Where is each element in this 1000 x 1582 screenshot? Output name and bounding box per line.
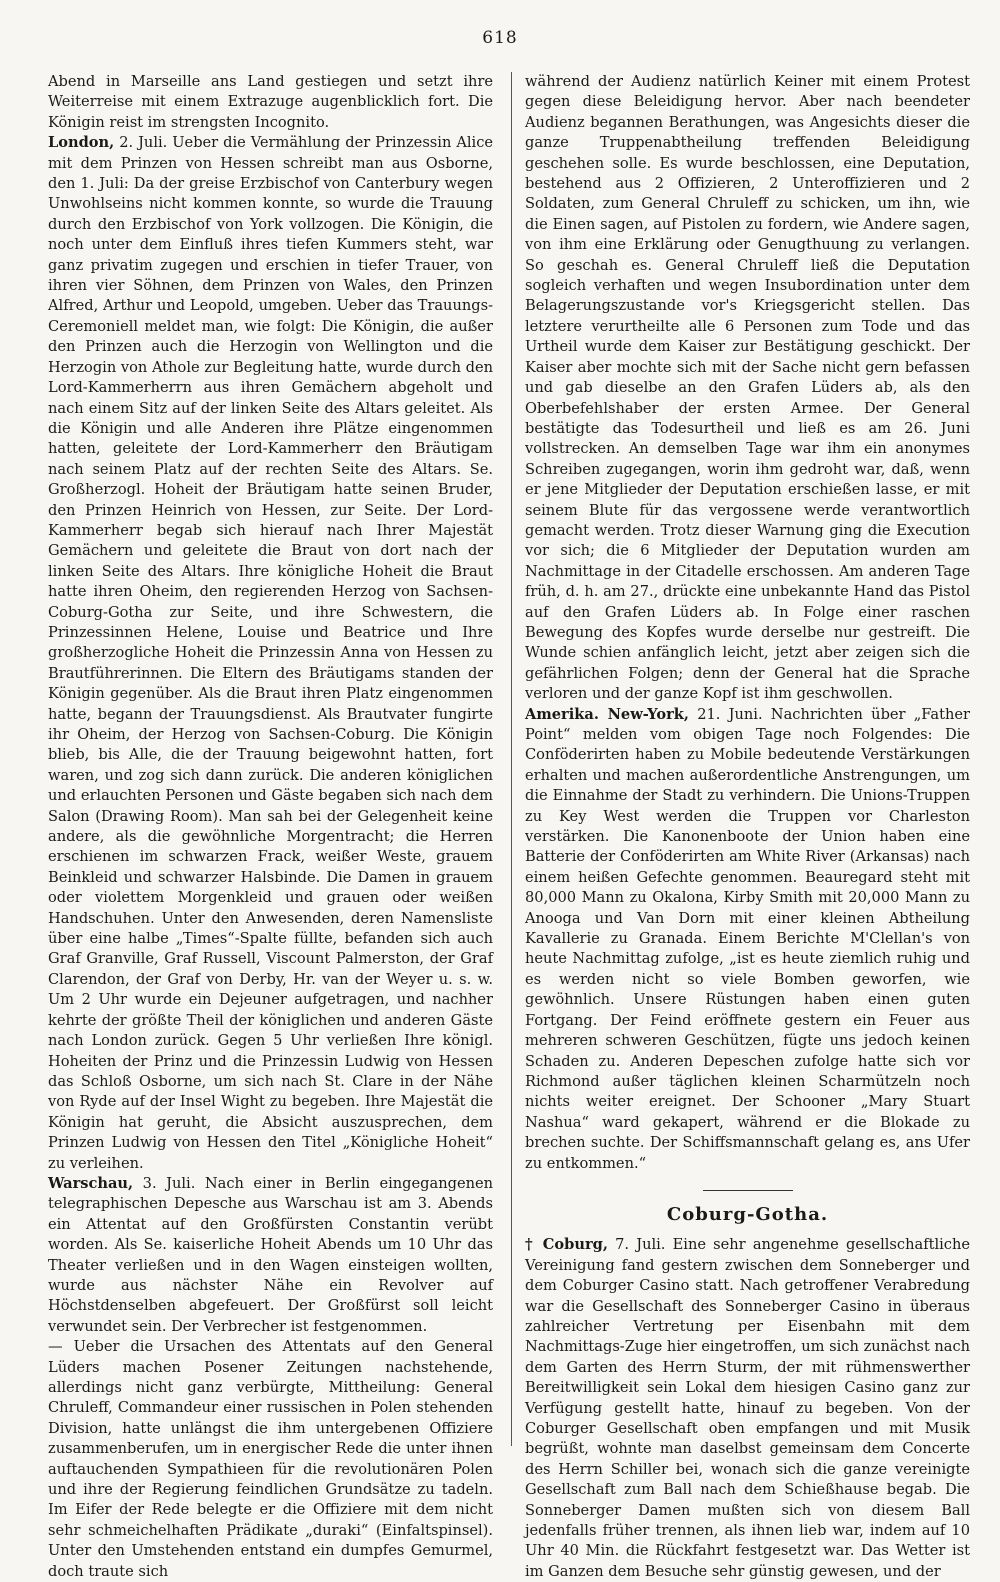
columns (48, 72, 971, 1580)
article-text: — Ueber die Ursachen des Attentats auf den General Lüders machen Posener Zeitungen nachstehende, allerdings nicht ganz verbürgte, Mittheilung: General Chruleff, Commandeur einer russischen in Polen stehenden Division, hatte unlängst die ihm untergebenen Offiziere zusammenberufen, um in energischer Rede die unter ihnen auftauchenden Sympathieen für die revolutionären Polen und ihre der Regierung feindlichen Grundsätze zu tadeln. Im Eifer der Rede belegte er die Offiziere mit dem nicht sehr schmeichelhaften Prädikate „duraki“ (Einfaltspinsel). Unter den Umstehenden entstand ein dumpfes Gemurmel, doch traute sich (48, 1338, 494, 1580)
article-paragraph (48, 1337, 493, 1582)
article-text: 2. Juli. Ueber die Vermählung der Prinzessin Alice mit dem Prinzen von Hessen schreibt man aus Osborne, den 1. Juli: Da der greise Erzbischof von Canterbury wegen Unwohlseins nicht kommen konnte, so wurde die Trauung durch den Erzbischof von York vollzogen. Die Königin, die noch unter dem Einfluß ihres tiefen Kummers steht, war ganz privatim zugegen und erschien in tiefer Trauer, von ihren vier Söhnen, dem Prinzen von Wales, den Prinzen Alfred, Arthur und Leopold, umgeben. Ueber das Trauungs-Ceremoniell meldet man, wie folgt: Die Königin, die außer den Prinzen auch die Herzogin von Wellington und die Herzogin von Athole zur Begleitung hatte, wurde durch den Lord-Kammerherrn aus ihren Gemächern abgeholt und nach einem Sitz auf der linken Seite des Altars geleitet. Als die Königin und alle Anderen ihre Plätze eingenommen hatten, geleitete der Lord-Kammerherr den Bräutigam nach seinem Platz auf der rechten Seite des Altars. Se. Großherzogl. Hoheit der Bräutigam hatte seinen Bruder, den Prinzen Heinrich von Hessen, zur Seite. Der Lord-Kammerherr begab sich hierauf nach Ihrer Majestät Gemächern und geleitete die Braut von dort nach der linken Seite des Altars. Ihre königliche Hoheit die Braut hatte ihren Oheim, den regierenden Herzog von Sachsen-Coburg-Gotha zur Seite, und ihre Schwestern, die Prinzessinnen Helene, Louise und Beatrice und Ihre großherzogliche Hoheit die Prinzessin Anna von Hessen zu Brautführerinnen. Die Eltern des Bräutigams standen der Königin gegenüber. Als die Braut ihren Platz eingenommen hatte, begann der Trauungsdienst. Als Brautvater fungirte ihr Oheim, der Herzog von Sachsen-Coburg. Die Königin blieb, bis Alle, die der Trauung beigewohnt hatten, fort waren, und zog sich dann zurück. Die anderen königlichen und erlauchten Personen und Gäste begaben sich nach dem Salon (Drawing Room). Man sah bei der Gelegenheit keine andere, als die gewöhnliche Morgentracht; die Herren erschienen im schwarzen Frack, weißer Weste, grauem Beinkleid und schwarzer Halsbinde. Die Damen in grauem oder violettem Morgenkleid und grauen oder weißen Handschuhen. Unter den Anwesenden, deren Namensliste über eine halbe „Times“-Spalte füllte, befanden sich auch Graf Granville, Graf Russell, Viscount Palmerston, der Graf Clarendon, der Graf von Derby, Hr. van der Weyer u. s. w. Um 2 Uhr wurde ein Dejeuner aufgetragen, und nachher kehrte der größte Theil der königlichen und anderen Gäste nach London zurück. Gegen 5 Uhr verließen Ihre königl. Hoheiten der Prinz und die Prinzessin Ludwig von Hessen das Schloß Osborne, um sich nach St. Clare in der Nähe von Ryde auf der Insel Wight zu begeben. Ihre Majestät die Königin hat geruht, die Absicht auszusprechen, dem Prinzen Ludwig von Hessen den Titel „Königliche Hoheit“ zu verleihen. (48, 134, 494, 1172)
article-dateline: Amerika. New-York, (525, 705, 689, 723)
article-text: 21. Juni. Nachrichten über „Father Point“ melden vom obigen Tage noch Folgendes: Die Conföderirten haben zu Mobile bedeutende Verstärkungen erhalten und machen außerordentliche Anstrengungen, um die Einnahme der Stadt zu verhindern. Die Unions-Truppen zu Key West werden die Truppen vor Charleston verstärken. Die Kanonenboote der Union haben eine Batterie der Conföderirten am White River (Arkansas) nach einem heißen Gefechte genommen. Beauregard steht mit 80,000 Mann zu Okalona, Kirby Smith mit 20,000 Mann zu Anooga und Van Dorn mit einer kleinen Abtheilung Kavallerie zu Granada. Einem Berichte M'Clellan's von heute Nachmittag zufolge, „ist es heute ziemlich ruhig und es werden nicht so viele Bomben geworfen, wie gewöhnlich. Unsere Rüstungen haben einen guten Fortgang. Der Feind eröffnete gestern ein Feuer aus mehreren schweren Geschützen, fügte uns jedoch keinen Schaden zu. Anderen Depeschen zufolge hatte sich vor Richmond außer täglichen kleinen Scharmützeln noch nichts weiter ereignet. Der Schooner „Mary Stuart Nashua“ ward gekapert, während er die Blokade zu brechen suchte. Der Schiffsmannschaft gelang es, ans Ufer zu entkommen.“ (525, 705, 971, 1172)
page-number: 618 (482, 28, 518, 48)
column-divider (511, 72, 512, 1446)
article-dateline: † Coburg, (525, 1236, 608, 1254)
article-dateline: London, (48, 134, 115, 152)
article-paragraph (48, 133, 493, 1174)
left-column (48, 72, 507, 1580)
article-text: Abend in Marseille ans Land gestiegen und setzt ihre Weiterreise mit einem Extrazuge augenblicklich fort. Die Königin reist im strengsten Incognito. (48, 73, 494, 131)
article-paragraph (48, 72, 493, 133)
section-title: Coburg-Gotha. (666, 1203, 829, 1225)
article-paragraph (525, 72, 970, 705)
article-text: 7. Juli. Eine sehr angenehme gesellschaftliche Vereinigung fand gestern zwischen dem Sonneberger und dem Coburger Casino statt. Nach getroffener Verabredung war die Gesellschaft des Sonneberger Casino in überaus zahlreicher Vertretung per Eisenbahn mit dem Nachmittags-Zuge hier eingetroffen, um sich zunächst nach dem Garten des Herrn Sturm, der mit rühmenswerther Bereitwilligkeit sein Lokal dem hiesigen Casino ganz zur Verfügung gestellt hatte, hinauf zu begeben. Von der Coburger Gesellschaft oben empfangen und mit Musik begrüßt, wohnte man daselbst gemeinsam dem Concerte des Herrn Schiller bei, wonach sich die ganze vereinigte Gesellschaft zum Ball nach dem Schießhause begab. Die Sonneberger Damen mußten sich von diesem Ball jedenfalls früher trennen, als ihnen lieb war, indem auf 10 Uhr 40 Min. die Rückfahrt festgesetzt war. Das Wetter ist im Ganzen dem Besuche sehr günstig gewesen, und der (525, 1236, 971, 1580)
right-column (521, 72, 971, 1580)
article-paragraph (525, 1235, 970, 1582)
article-text: während der Audienz natürlich Keiner mit einem Protest gegen diese Beleidigung hervor. Aber nach beendeter Audienz begannen Berathungen, was Angesichts dieser die ganze Truppenabtheilung treffenden Beleidigung geschehen solle. Es wurde beschlossen, eine Deputation, bestehend aus 2 Offizieren, 2 Unteroffizieren und 2 Soldaten, zum General Chruleff zu schicken, um ihn, wie die Einen sagen, auf Pistolen zu fordern, wie Andere sagen, von ihm eine Erklärung oder Genugthuung zu verlangen. So geschah es. General Chruleff ließ die Deputation sogleich verhaften und wegen Insubordination unter dem Belagerungszustande vor's Kriegsgericht stellen. Das letztere verurtheilte alle 6 Personen zum Tode und das Urtheil wurde dem Kaiser zur Bestätigung geschickt. Der Kaiser aber mochte sich mit der Sache nicht gern befassen und gab dieselbe an den Grafen Lüders ab, als den Oberbefehlshaber der ersten Armee. Der General bestätigte das Todesurtheil und ließ es am 26. Juni vollstrecken. An demselben Tage war ihm ein anonymes Schreiben zugegangen, worin ihm gedroht war, daß, wenn er jene Mitglieder der Deputation erschießen lasse, er mit seinem Blute für das vergossene werde verantwortlich gemacht werden. Trotz dieser Warnung ging die Execution vor sich; die 6 Mitglieder der Deputation wurden am Nachmittage in der Citadelle erschossen. Am anderen Tage früh, d. h. am 27., drückte eine unbekannte Hand das Pistol auf den Grafen Lüders ab. In Folge einer raschen Bewegung des Kopfes wurde derselbe nur gestreift. Die Wunde schien anfänglich leicht, jetzt aber zeigen sich die gefährlichen Folgen; denn der General hat die Sprache verloren und der ganze Kopf ist ihm geschwollen. (525, 73, 971, 703)
article-text: 3. Juli. Nach einer in Berlin eingegangenen telegraphischen Depesche aus Warschau ist am 3. Abends ein Attentat auf den Großfürsten Constantin verübt worden. Als Se. kaiserliche Hoheit Abends um 10 Uhr das Theater verließen und in den Wagen einsteigen wollten, wurde aus nächster Nähe ein Revolver auf Höchstdenselben abgefeuert. Der Großfürst soll leicht verwundet sein. Der Verbrecher ist festgenommen. (48, 1174, 494, 1335)
article-paragraph (525, 705, 970, 1174)
article-dateline: Warschau, (48, 1174, 134, 1192)
section-separator (703, 1190, 793, 1191)
article-paragraph (48, 1174, 493, 1337)
